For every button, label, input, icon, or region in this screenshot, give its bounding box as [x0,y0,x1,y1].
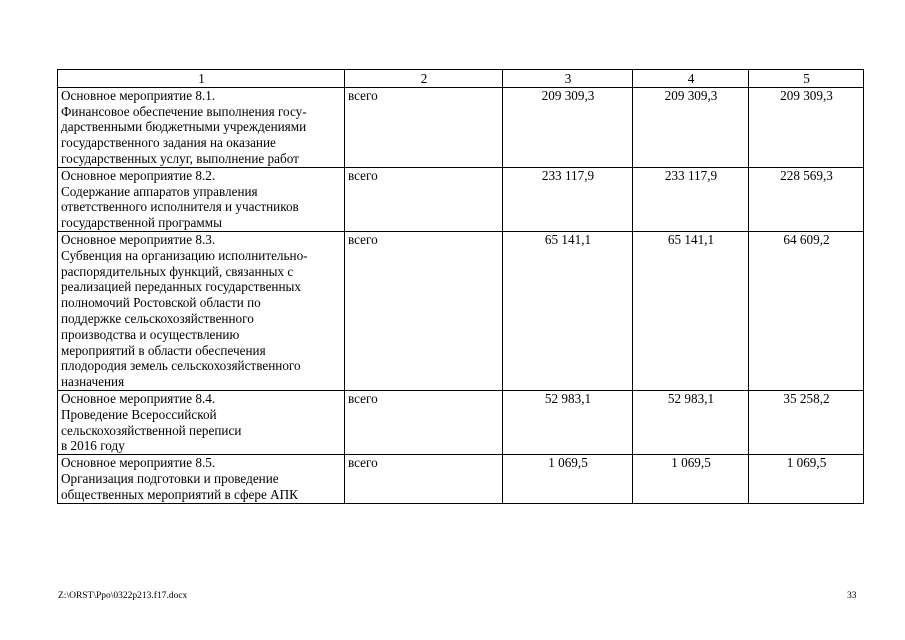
activity-name-line: Основное мероприятие 8.5. [61,455,216,471]
activity-name-line: производства и осуществлению [61,326,240,342]
activity-name-line: назначения [61,374,125,390]
activity-name-line: Проведение Всероссийской [61,406,217,422]
activity-name-line: в 2016 году [61,438,125,454]
activity-name-line: полномочий Ростовской области по [61,295,261,311]
table-row [58,390,864,454]
activity-name-line: поддержке сельскохозяйственного [61,310,254,326]
amount-col-5: 209 309,3 [749,87,864,167]
amount-col-5: 64 609,2 [749,231,864,390]
amount-col-4: 65 141,1 [633,231,749,390]
activity-name-line: Основное мероприятие 8.2. [61,167,216,183]
footer-file-path: Z:\ORST\Ppo\0322p213.f17.docx [58,591,188,601]
budget-table [57,69,864,504]
activity-name-line: Субвенция на организацию исполнительно- [61,247,308,263]
amount-col-4: 233 117,9 [633,167,749,231]
footer-page-number: 33 [847,591,857,601]
amount-col-5: 228 569,3 [749,167,864,231]
table-row [58,455,864,503]
header-col-1: 1 [58,70,345,88]
funding-kind: всего [345,231,503,390]
activity-name-line: ответственного исполнителя и участников [61,199,299,215]
amount-col-3: 233 117,9 [503,167,633,231]
activity-name [58,87,345,167]
funding-kind: всего [345,390,503,454]
activity-name-line: распорядительных функций, связанных с [61,263,294,279]
activity-name-line: сельскохозяйственной переписи [61,422,242,438]
activity-name [58,231,345,390]
activity-name-line: Основное мероприятие 8.3. [61,231,216,247]
header-col-4: 4 [633,70,749,88]
table-row [58,231,864,390]
amount-col-5: 35 258,2 [749,390,864,454]
amount-col-4: 209 309,3 [633,87,749,167]
header-col-2: 2 [345,70,503,88]
amount-col-3: 65 141,1 [503,231,633,390]
activity-name-line: Основное мероприятие 8.1. [61,87,216,103]
amount-col-3: 1 069,5 [503,455,633,503]
activity-name-line: государственного задания на оказание [61,135,276,151]
table-row [58,167,864,231]
activity-name-line: государственной программы [61,215,222,231]
funding-kind: всего [345,455,503,503]
funding-kind: всего [345,167,503,231]
activity-name [58,167,345,231]
activity-name [58,455,345,503]
amount-col-3: 209 309,3 [503,87,633,167]
activity-name-line: Основное мероприятие 8.4. [61,390,216,406]
activity-name-line: Финансовое обеспечение выполнения госу- [61,103,307,119]
amount-col-5: 1 069,5 [749,455,864,503]
activity-name-line: дарственными бюджетными учреждениями [61,119,307,135]
activity-name-line: Организация подготовки и проведение [61,470,279,486]
amount-col-4: 1 069,5 [633,455,749,503]
funding-kind: всего [345,87,503,167]
activity-name-line: реализацией переданных государственных [61,279,302,295]
amount-col-4: 52 983,1 [633,390,749,454]
header-col-3: 3 [503,70,633,88]
activity-name-line: плодородия земель сельскохозяйственного [61,358,301,374]
activity-name-line: общественных мероприятий в сфере АПК [61,486,298,502]
amount-col-3: 52 983,1 [503,390,633,454]
table-row [58,87,864,167]
activity-name-line: государственных услуг, выполнение работ [61,150,299,166]
activity-name [58,390,345,454]
activity-name-line: Содержание аппаратов управления [61,183,258,199]
header-row [58,70,864,88]
activity-name-line: мероприятий в области обеспечения [61,342,266,358]
header-col-5: 5 [749,70,864,88]
